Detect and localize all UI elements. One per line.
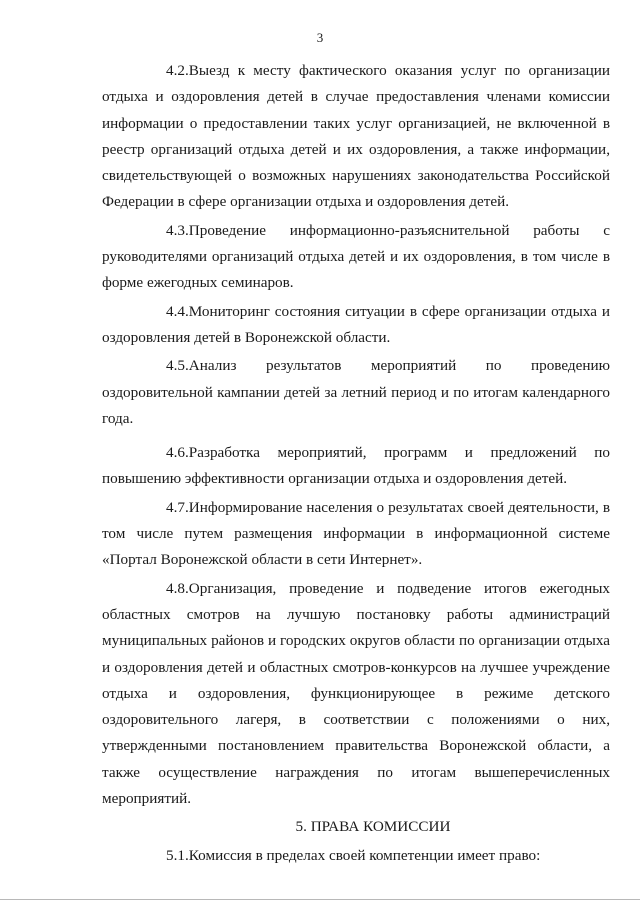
item-number: 4.2.: [166, 62, 189, 79]
list-item-4-2: [102, 58, 610, 216]
item-text: Разработка мероприятий, программ и предложений по повышению эффективности организации отдыха и оздоровления детей.: [102, 444, 610, 488]
list-item-4-8: [102, 576, 610, 813]
item-number: 4.6.: [166, 444, 189, 462]
item-number: 4.7.: [166, 498, 189, 516]
item-number: 4.3.: [166, 221, 189, 239]
list-item-4-5: [102, 353, 610, 432]
document-body: [102, 58, 610, 869]
item-text: Мониторинг состояния ситуации в сфере организации отдыха и оздоровления детей в Воронежской области.: [102, 302, 610, 346]
item-text: Комиссия в пределах своей компетенции имеет право:: [188, 846, 541, 864]
list-item-4-4: [102, 299, 610, 352]
item-text: Информирование населения о результатах своей деятельности, в том числе путем размещения информации в информационной системе «Портал Воронежской области в сети Интернет».: [102, 498, 610, 569]
item-number: 4.4.: [166, 302, 189, 320]
section-heading: 5. ПРАВА КОМИССИИ: [295, 818, 451, 836]
list-item-4-3: [102, 218, 610, 297]
bottom-divider: [0, 899, 640, 900]
item-text: Выезд к месту фактического оказания услуг по организации отдыха и оздоровления детей в случае предоставления членами комиссии информации о предоставлении таких услуг организацией, не включенной в реестр организаций отдыха детей и их оздоровления, а также информации, свидетельствующей о возможных нарушениях законодательства Российской Федерации в сфере организации отдыха и оздоровления детей.: [102, 62, 610, 211]
item-text: Анализ результатов мероприятий по проведению оздоровительной кампании детей за летний период и по итогам календарного года.: [102, 357, 610, 427]
item-number: 4.8.: [166, 579, 189, 597]
list-item-4-7: [102, 495, 610, 574]
list-item-5-1: [102, 843, 610, 869]
page-number: 3: [316, 30, 324, 45]
item-text: Проведение информационно-разъяснительной работы с руководителями организаций отдыха детей и их оздоровления, в том числе в форме ежегодных семинаров.: [102, 221, 610, 292]
item-number: 4.5.: [166, 357, 189, 375]
item-number: 5.1.: [166, 846, 189, 864]
list-item-4-6: [102, 440, 610, 493]
item-text: Организация, проведение и подведение итогов ежегодных областных смотров на лучшую постановку работы администраций муниципальных районов и городских округов области по организации отдыха и оздоровления детей и областных смотров-конкурсов на лучшее учреждение отдыха и оздоровления, функционирующее в режиме детского оздоровительного лагеря, в соответствии с положениями о них, утвержденными постановлением правительства Воронежской области, а также осуществление награждения по итогам вышеперечисленных мероприятий.: [102, 579, 610, 808]
